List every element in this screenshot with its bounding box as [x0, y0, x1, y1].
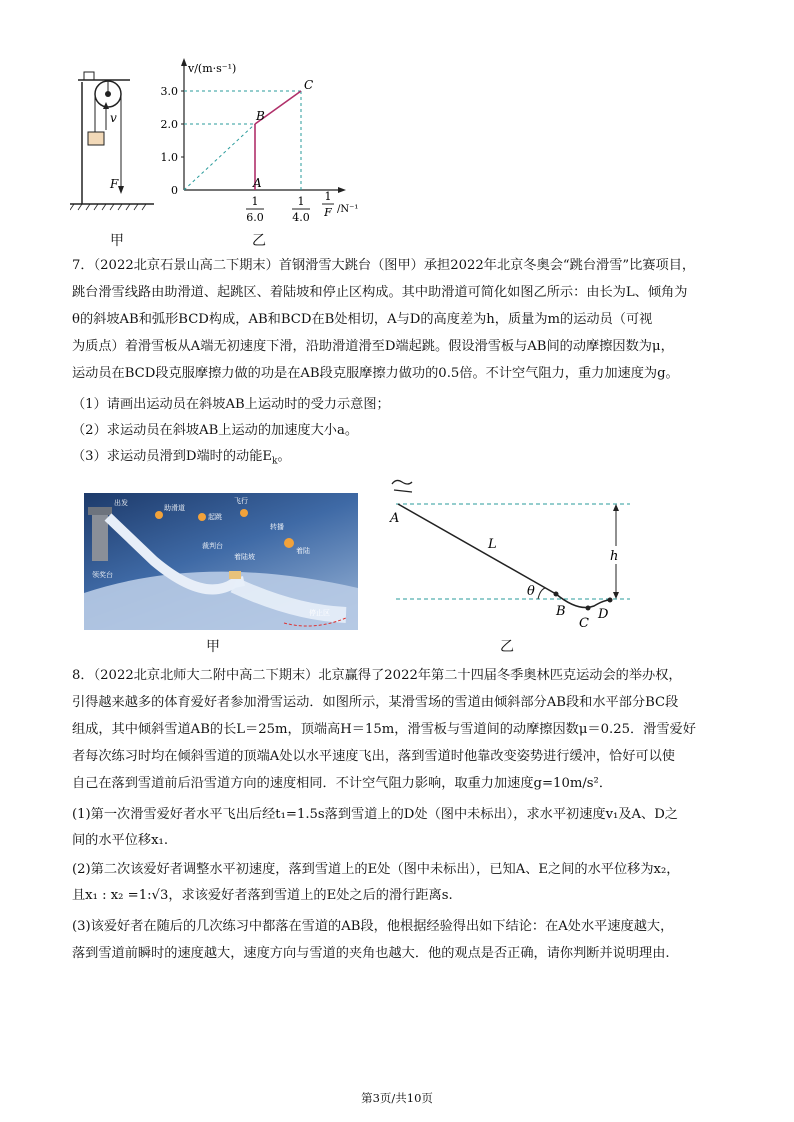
- x-tick1-num: 1: [251, 195, 259, 208]
- photo-label-7: 着陆: [296, 547, 310, 555]
- diagram-label-l: L: [488, 537, 497, 552]
- photo-label-5: 裁判台: [202, 542, 223, 550]
- fig-top-caption-yi: 乙: [252, 233, 266, 249]
- pulley-v-label: v: [110, 111, 117, 125]
- fig-mid-caption-yi: 乙: [500, 639, 514, 655]
- x-tick2-den: 4.0: [292, 211, 310, 224]
- q8-line-2: 引得越来越多的体育爱好者参加滑雪运动．如图所示，某滑雪场的雪道由倾斜部分AB段和水平部分BC段: [72, 695, 679, 710]
- photo-label-9: 领奖台: [92, 571, 113, 579]
- point-c-label: C: [304, 78, 314, 92]
- ski-jump-illustration: [84, 493, 358, 630]
- q8-part1-a: (1)第一次滑雪爱好者水平飞出后经t₁=1.5s落到雪道上的D处（图中未标出），求水平初速度v₁及A、D之: [72, 807, 678, 822]
- y-axis-label: v/(m·s⁻¹): [188, 62, 237, 75]
- diagram-label-d: D: [598, 607, 609, 622]
- photo-label-6: 着陆坡: [234, 553, 255, 561]
- q8-part1-b: 间的水平位移x₁.: [72, 833, 169, 848]
- q7-line-5: 运动员在BCD段克服摩擦力做的功是在AB段克服摩擦力做功的0.5倍。不计空气阻力，重力加速度为g。: [72, 366, 679, 381]
- diagram-label-a: A: [390, 511, 400, 526]
- photo-label-2: 助滑道: [164, 504, 185, 512]
- vf-graph: [160, 52, 360, 232]
- q7-line-4: 为质点）着滑雪板从A端无初速度下滑，沿助滑道滑至D端起跳。假设滑雪板与AB间的动摩擦因数为μ，: [72, 339, 674, 354]
- y-tick-label: 2.0: [160, 118, 178, 131]
- x-axis-num: 1: [324, 190, 332, 203]
- q7-sub3-end: 。: [277, 449, 291, 464]
- q8-part3-a: (3)该爱好者在随后的几次练习中都落在雪道的AB段，他根据经验得出如下结论：在A处水平速度越大，: [72, 919, 674, 934]
- x-axis-unit: /N⁻¹: [337, 204, 359, 215]
- q7-line-3: θ的斜坡AB和弧形BCD构成，AB和BCD在B处相切，A与D的高度差为h，质量为m的运动员（可视: [72, 312, 653, 327]
- diagram-label-b: B: [556, 604, 566, 619]
- q8-line-3: 组成，其中倾斜雪道AB的长L＝25m，顶端高H＝15m，滑雪板与雪道间的动摩擦因数μ＝0.25．滑雪爱好: [72, 722, 696, 737]
- pulley-figure: [70, 62, 160, 222]
- q7-sub1: （1）请画出运动员在斜坡AB上运动时的受力示意图；: [72, 397, 390, 412]
- point-b-label: B: [256, 109, 265, 123]
- y-tick-label: 0: [171, 184, 178, 197]
- fig-mid-caption-jia: 甲: [206, 639, 220, 655]
- x-tick2-num: 1: [297, 195, 305, 208]
- diagram-label-h: h: [610, 549, 619, 564]
- pulley-f-label: F: [110, 177, 119, 191]
- diagram-label-theta: θ: [527, 584, 535, 599]
- q7-line-1: 7．（2022北京石景山高二下期末）首钢滑雪大跳台（图甲）承担2022年北京冬奥会“跳台滑雪”比赛项目，: [72, 258, 696, 273]
- guide-origin-b: [184, 124, 255, 190]
- q7-sub3: [72, 445, 291, 467]
- ski-slope-diagram: [380, 476, 660, 636]
- q8-part2-a: (2)第二次该爱好者调整水平初速度，落到雪道上的E处（图中未标出），已知A、E之间的水平位移为x₂，: [72, 862, 680, 877]
- q7-line-2: 跳台滑雪线路由助滑道、起跳区、着陆坡和停止区构成。其中助滑道可简化如图乙所示：由长为L、倾角为: [72, 285, 688, 300]
- photo-label-1: 出发: [114, 499, 128, 507]
- q8-line-1: 8．（2022北京北师大二附中高二下期末）北京赢得了2022年第二十四届冬季奥林匹克运动会的举办权，: [72, 668, 682, 683]
- fig-top-caption-jia: 甲: [110, 233, 124, 249]
- photo-label-8: 停止区: [309, 609, 330, 617]
- y-tick-label: 3.0: [160, 85, 178, 98]
- q8-line-5: 自己在落到雪道前后沿雪道方向的速度相同．不计空气阻力影响，取重力加速度g=10m/s²．: [72, 776, 613, 791]
- q8-part2-b: 且x₁ : x₂ =1:√3，求该爱好者落到雪道上的E处之后的滑行距离s.: [72, 888, 453, 903]
- q7-sub2: （2）求运动员在斜坡AB上运动的加速度大小a。: [72, 423, 359, 438]
- diagram-label-c: C: [579, 616, 589, 631]
- q8-line-4: 者每次练习时均在倾斜雪道的顶端A处以水平速度飞出，落到雪道时他靠改变姿势进行缓冲，恰好可以使: [72, 749, 675, 764]
- q7-sub3-subscript: k: [272, 456, 278, 467]
- photo-label-10: 转播: [270, 523, 284, 531]
- page-footer: 第3页/共10页: [361, 1091, 433, 1105]
- y-tick-label: 1.0: [160, 151, 178, 164]
- q8-part3-b: 落到雪道前瞬时的速度越大，速度方向与雪道的夹角也越大．他的观点是否正确，请你判断并说明理由.: [72, 946, 670, 961]
- photo-label-3: 起跳: [208, 513, 222, 521]
- ski-jump-photo: [84, 493, 358, 630]
- x-tick1-den: 6.0: [246, 211, 264, 224]
- x-axis-den: F: [324, 206, 332, 219]
- point-a-label: A: [253, 176, 262, 190]
- q7-sub3-text: （3）求运动员滑到D端时的动能E: [72, 449, 273, 464]
- photo-label-4: 飞行: [234, 497, 248, 505]
